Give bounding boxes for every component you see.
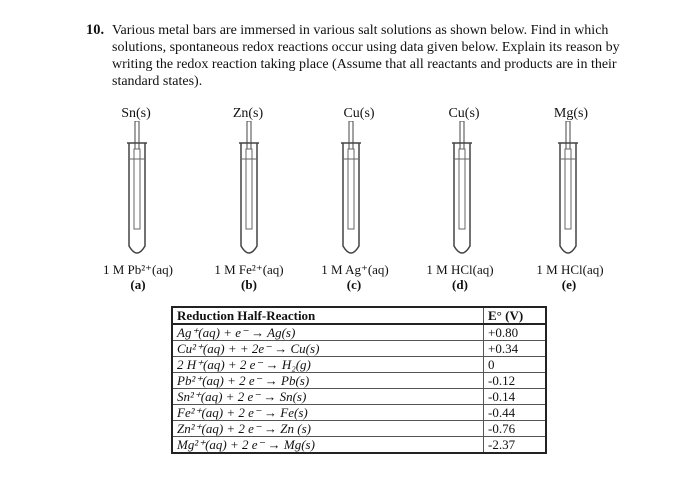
reaction-cell: Cu²⁺(aq) + + 2e⁻ → Cu(s) (172, 341, 484, 357)
solution-label-a: 1 M Pb²⁺(aq) (103, 262, 173, 277)
metal-label-a: Sn(s) (121, 106, 151, 121)
solution-label-e: 1 M HCl(aq) (536, 262, 604, 277)
test-tube-a (126, 121, 148, 261)
reaction-cell: Mg²⁺(aq) + 2 e⁻ → Mg(s) (172, 437, 484, 454)
test-tube-e (557, 121, 579, 261)
table-row (172, 357, 546, 373)
table-row (172, 389, 546, 405)
question-text: Various metal bars are immersed in various salt solutions as shown below. Find in which solutions, spontaneous redox reactions occur using data given below. Explain its reason by writing the redox reaction taking place (Assume that all reactants and products are in their standard states). (112, 23, 620, 89)
test-tube-c (340, 121, 362, 261)
table-row (172, 437, 546, 454)
potential-cell: -0.12 (484, 373, 547, 389)
table-row (172, 324, 546, 341)
test-tube-b (238, 121, 260, 261)
setup-label-d: (d) (452, 277, 468, 292)
metal-label-e: Mg(s) (553, 106, 589, 121)
setup-label-c: (c) (346, 277, 362, 292)
potential-cell: 0 (484, 357, 547, 373)
reduction-potential-table (171, 306, 547, 454)
reaction-cell: Sn²⁺(aq) + 2 e⁻ → Sn(s) (172, 389, 484, 405)
solution-label-d: 1 M HCl(aq) (426, 262, 494, 277)
solution-label-b: 1 M Fe²⁺(aq) (214, 262, 284, 277)
potential-cell: -2.37 (484, 437, 547, 454)
metal-label-c: Cu(s) (343, 106, 375, 121)
potential-cell: +0.80 (484, 324, 547, 341)
header-potential: E° (V) (484, 307, 547, 324)
reaction-cell: Ag⁺(aq) + e⁻ → Ag(s) (172, 324, 484, 341)
test-tube-d (451, 121, 473, 261)
potential-cell: +0.34 (484, 341, 547, 357)
table-row (172, 373, 546, 389)
reaction-cell: Fe²⁺(aq) + 2 e⁻ → Fe(s) (172, 405, 484, 421)
table-row (172, 405, 546, 421)
metal-label-d: Cu(s) (448, 106, 480, 121)
table-row (172, 421, 546, 437)
solution-label-c: 1 M Ag⁺(aq) (321, 262, 389, 277)
setup-label-e: (e) (561, 277, 577, 292)
potential-cell: -0.44 (484, 405, 547, 421)
potential-cell: -0.76 (484, 421, 547, 437)
setup-label-b: (b) (241, 277, 257, 292)
table-header-row (172, 307, 546, 324)
setup-label-a: (a) (130, 277, 146, 292)
question-number: 10. (86, 22, 105, 38)
header-reaction: Reduction Half-Reaction (172, 307, 484, 324)
potential-cell: -0.14 (484, 389, 547, 405)
reaction-cell: 2 H⁺(aq) + 2 e⁻ → H₂(g) (172, 357, 484, 373)
reaction-cell: Zn²⁺(aq) + 2 e⁻ → Zn (s) (172, 421, 484, 437)
table-row (172, 341, 546, 357)
metal-label-b: Zn(s) (232, 106, 264, 121)
reaction-cell: Pb²⁺(aq) + 2 e⁻ → Pb(s) (172, 373, 484, 389)
